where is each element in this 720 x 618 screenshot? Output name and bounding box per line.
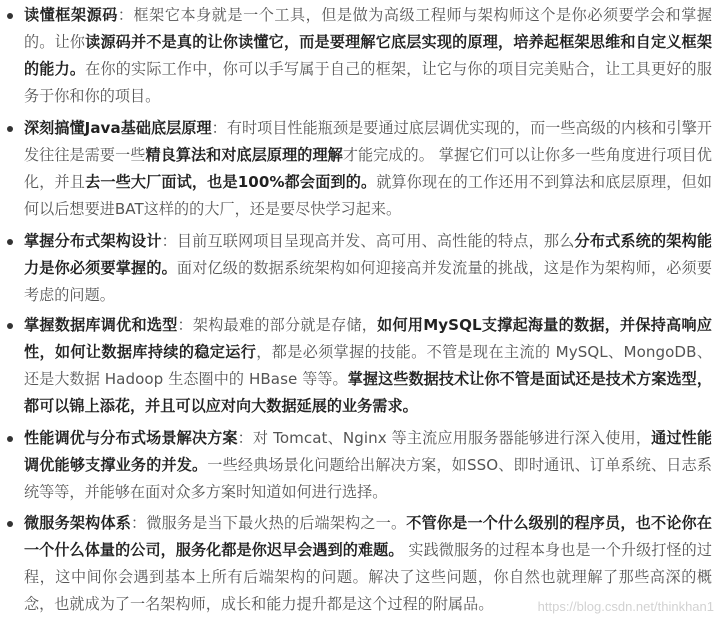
bold-text: 分布式系统的架构能力是你必须要掌握的。 [24,232,713,277]
body-text: ：框架它本身就是一个工具，但是做为高级工程师与架构师这个是你必须要学会和掌握的。让你 [24,6,712,51]
watermark: https://blog.csdn.net/thinkhan1 [537,599,714,614]
list-item-paragraph [0,425,720,506]
body-text: 实践微服务的过程本身也是一个升级打怪的过程，这中间你会遇到基本上所有后端架构的问题。解决了这些问题，你自然也就理解了那些高深的概念，也就成为了一名架构师，成长和能力提升都是这个过程的附属品。 [24,541,712,613]
body-text: ：微服务是当下最火热的后端架构之一。 [131,514,407,532]
bold-text: 如何用MySQL支撑起海量的数据，并保持高响应性，如何让数据库持续的稳定运行 [24,316,712,361]
body-text: 才能完成的。 掌握它们可以让你多一些角度进行项目优化，并且 [24,146,712,191]
bold-text: 读源码并不是真的让你读懂它，而是要理解它底层实现的原理，培养起框架思维和自定义框架的能力。 [24,33,712,78]
list-item [0,228,720,309]
list-item-paragraph [0,115,720,223]
bold-text: 掌握这些数据技术让你不管是面试还是技术方案选型，都可以锦上添花，并且可以应对向大数据延展的业务需求。 [24,370,713,415]
list-item [0,2,720,110]
body-text: ：有时项目性能瓶颈是要通过底层调优实现的，而一些高级的内核和引擎开发往往是需要一些 [24,119,712,164]
body-text: 一些经典场景化问题给出解决方案，如SSO、即时通讯、订单系统、日志系统等等，并能够在面对众多方案时知道如何进行选择。 [24,456,712,501]
body-text: ，都是必须掌握的技能。不管是现在主流的 MySQL、MongoDB、还是大数据 Hadoop 生态圈中的 HBase 等等。 [24,343,712,388]
body-text: 在你的实际工作中，你可以手写属于自己的框架，让它与你的项目完美贴合，让工具更好的服务于你和你的项目。 [24,60,712,105]
list-item [0,312,720,420]
body-text: 就算你现在的工作还用不到算法和底层原理，但如何以后想要进BAT这样的的大厂，还是要尽快学习起来。 [24,173,712,218]
list-item-paragraph [0,2,720,110]
bold-text: 掌握分布式架构设计 [24,232,162,250]
bold-text: 读懂框架源码 [24,6,118,24]
bold-text: 深刻搞懂Java基础底层原理 [24,119,212,137]
bullet-icon [7,13,13,19]
body-text: ：对 Tomcat、Nginx 等主流应用服务器能够进行深入使用， [237,429,652,447]
bold-text: 不管你是一个什么级别的程序员，也不论你在一个什么体量的公司，服务化都是你迟早会遇到的难题。 [24,514,712,559]
bold-text: 精良算法和对底层原理的理解 [145,146,343,164]
list-item [0,425,720,506]
list-item [0,115,720,223]
bullet-icon [7,323,13,329]
bold-text: 性能调优与分布式场景解决方案 [24,429,238,447]
bold-text: 微服务架构体系 [24,514,132,532]
body-text: 面对亿级的数据系统架构如何迎接高并发流量的挑战，这是作为架构师，必须要考虑的问题。 [24,259,712,304]
bullet-icon [7,239,13,245]
body-text: ：架构最难的部分就是存储， [177,316,378,334]
body-text: ：目前互联网项目呈现高并发、高可用、高性能的特点，那么 [161,232,575,250]
list-item-paragraph [0,312,720,420]
bold-text: 去一些大厂面试，也是100%都会面到的。 [85,173,377,191]
bullet-icon [7,126,13,132]
bullet-icon [7,521,13,527]
bold-text: 掌握数据库调优和选型 [24,316,178,334]
list-item-paragraph [0,228,720,309]
bullet-icon [7,436,13,442]
bold-text: 通过性能调优能够支撑业务的并发。 [24,429,713,474]
